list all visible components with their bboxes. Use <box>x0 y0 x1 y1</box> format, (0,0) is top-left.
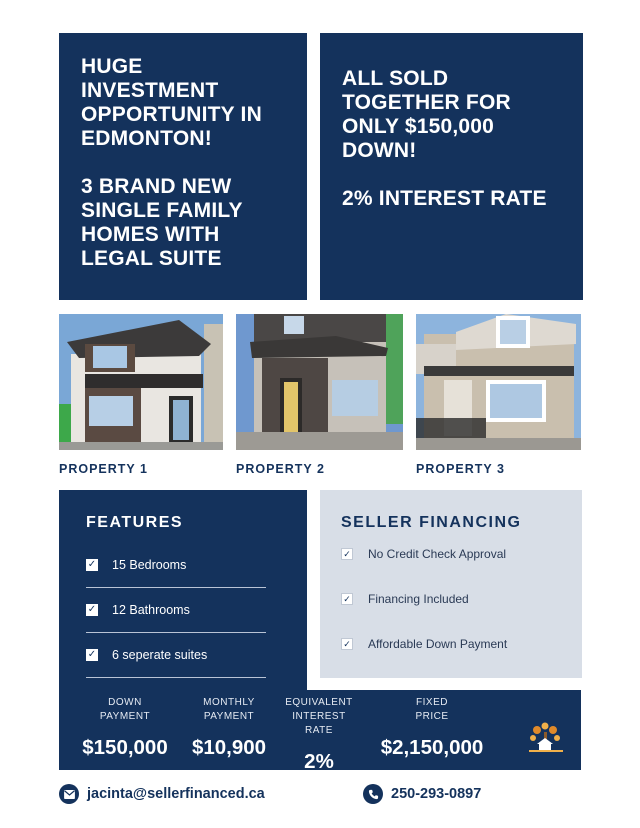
stat-label: PAYMENT <box>203 711 255 722</box>
stat-label: FIXED <box>416 697 448 708</box>
feature-item-bedrooms <box>86 554 280 576</box>
features-list <box>86 554 280 678</box>
features-panel <box>59 490 307 690</box>
stats-band <box>59 690 581 773</box>
email-text[interactable]: jacinta@sellerfinanced.ca <box>87 786 265 802</box>
envelope-icon <box>59 784 79 804</box>
stat-value: $2,150,000 <box>380 736 484 759</box>
check-icon: ✓ <box>87 559 97 570</box>
stat-down-payment <box>73 696 177 760</box>
divider <box>86 677 266 678</box>
financing-label: Financing Included <box>368 592 469 606</box>
check-icon: ✓ <box>87 604 97 615</box>
check-icon: ✓ <box>341 548 353 560</box>
property-1-label: PROPERTY 1 <box>59 462 148 476</box>
stat-label: PRICE <box>415 711 449 722</box>
feature-label: 6 seperate suites <box>112 648 208 662</box>
feature-label: 12 Bathrooms <box>112 603 190 617</box>
stat-interest-rate <box>277 696 361 774</box>
property-1-photo <box>59 314 223 450</box>
features-title: FEATURES <box>86 514 184 531</box>
check-icon: ✓ <box>341 593 353 605</box>
financing-title: SELLER FINANCING <box>341 514 522 531</box>
check-icon: ✓ <box>87 649 97 660</box>
investment-headline-panel <box>59 33 307 300</box>
stat-value: $10,900 <box>191 736 267 759</box>
stat-fixed-price <box>369 696 495 760</box>
financing-label: Affordable Down Payment <box>368 637 508 651</box>
stat-monthly-payment <box>183 696 275 760</box>
financing-item-no-credit-check <box>341 546 561 562</box>
feature-item-suites <box>86 644 280 666</box>
headline-down-payment: ALL SOLD TOGETHER FOR ONLY $150,000 DOWN! <box>342 67 511 162</box>
headline-investment: HUGE INVESTMENT OPPORTUNITY IN EDMONTON! <box>81 55 262 150</box>
contact-phone[interactable] <box>363 784 481 804</box>
feature-label: 15 Bedrooms <box>112 558 187 572</box>
stat-label: EQUIVALENT <box>285 697 353 708</box>
financing-item-included <box>341 591 561 607</box>
property-3-photo <box>416 314 581 450</box>
stat-label: DOWN <box>108 697 142 708</box>
stat-value: 2% <box>304 750 334 773</box>
financing-label: No Credit Check Approval <box>368 547 507 561</box>
feature-item-bathrooms <box>86 599 280 621</box>
contact-email[interactable] <box>59 784 265 804</box>
stat-label: INTEREST RATE <box>292 711 346 736</box>
property-2-photo <box>236 314 403 450</box>
financing-item-affordable-down-payment <box>341 636 561 652</box>
seller-financing-panel <box>320 490 582 678</box>
property-2-label: PROPERTY 2 <box>236 462 325 476</box>
tree-house-logo-icon <box>525 720 567 754</box>
financing-list <box>341 546 561 652</box>
phone-icon <box>363 784 383 804</box>
check-icon: ✓ <box>341 638 353 650</box>
headline-homes: 3 BRAND NEW SINGLE FAMILY HOMES WITH LEGAL SUITE <box>81 175 243 270</box>
stat-label: MONTHLY <box>203 697 255 708</box>
offer-headline-panel <box>320 33 583 300</box>
divider <box>86 632 266 633</box>
headline-interest-rate: 2% INTEREST RATE <box>342 187 547 210</box>
divider <box>86 587 266 588</box>
stat-value: $150,000 <box>82 736 168 759</box>
stat-label: PAYMENT <box>99 711 151 722</box>
property-3-label: PROPERTY 3 <box>416 462 505 476</box>
phone-text[interactable]: 250-293-0897 <box>391 786 482 802</box>
